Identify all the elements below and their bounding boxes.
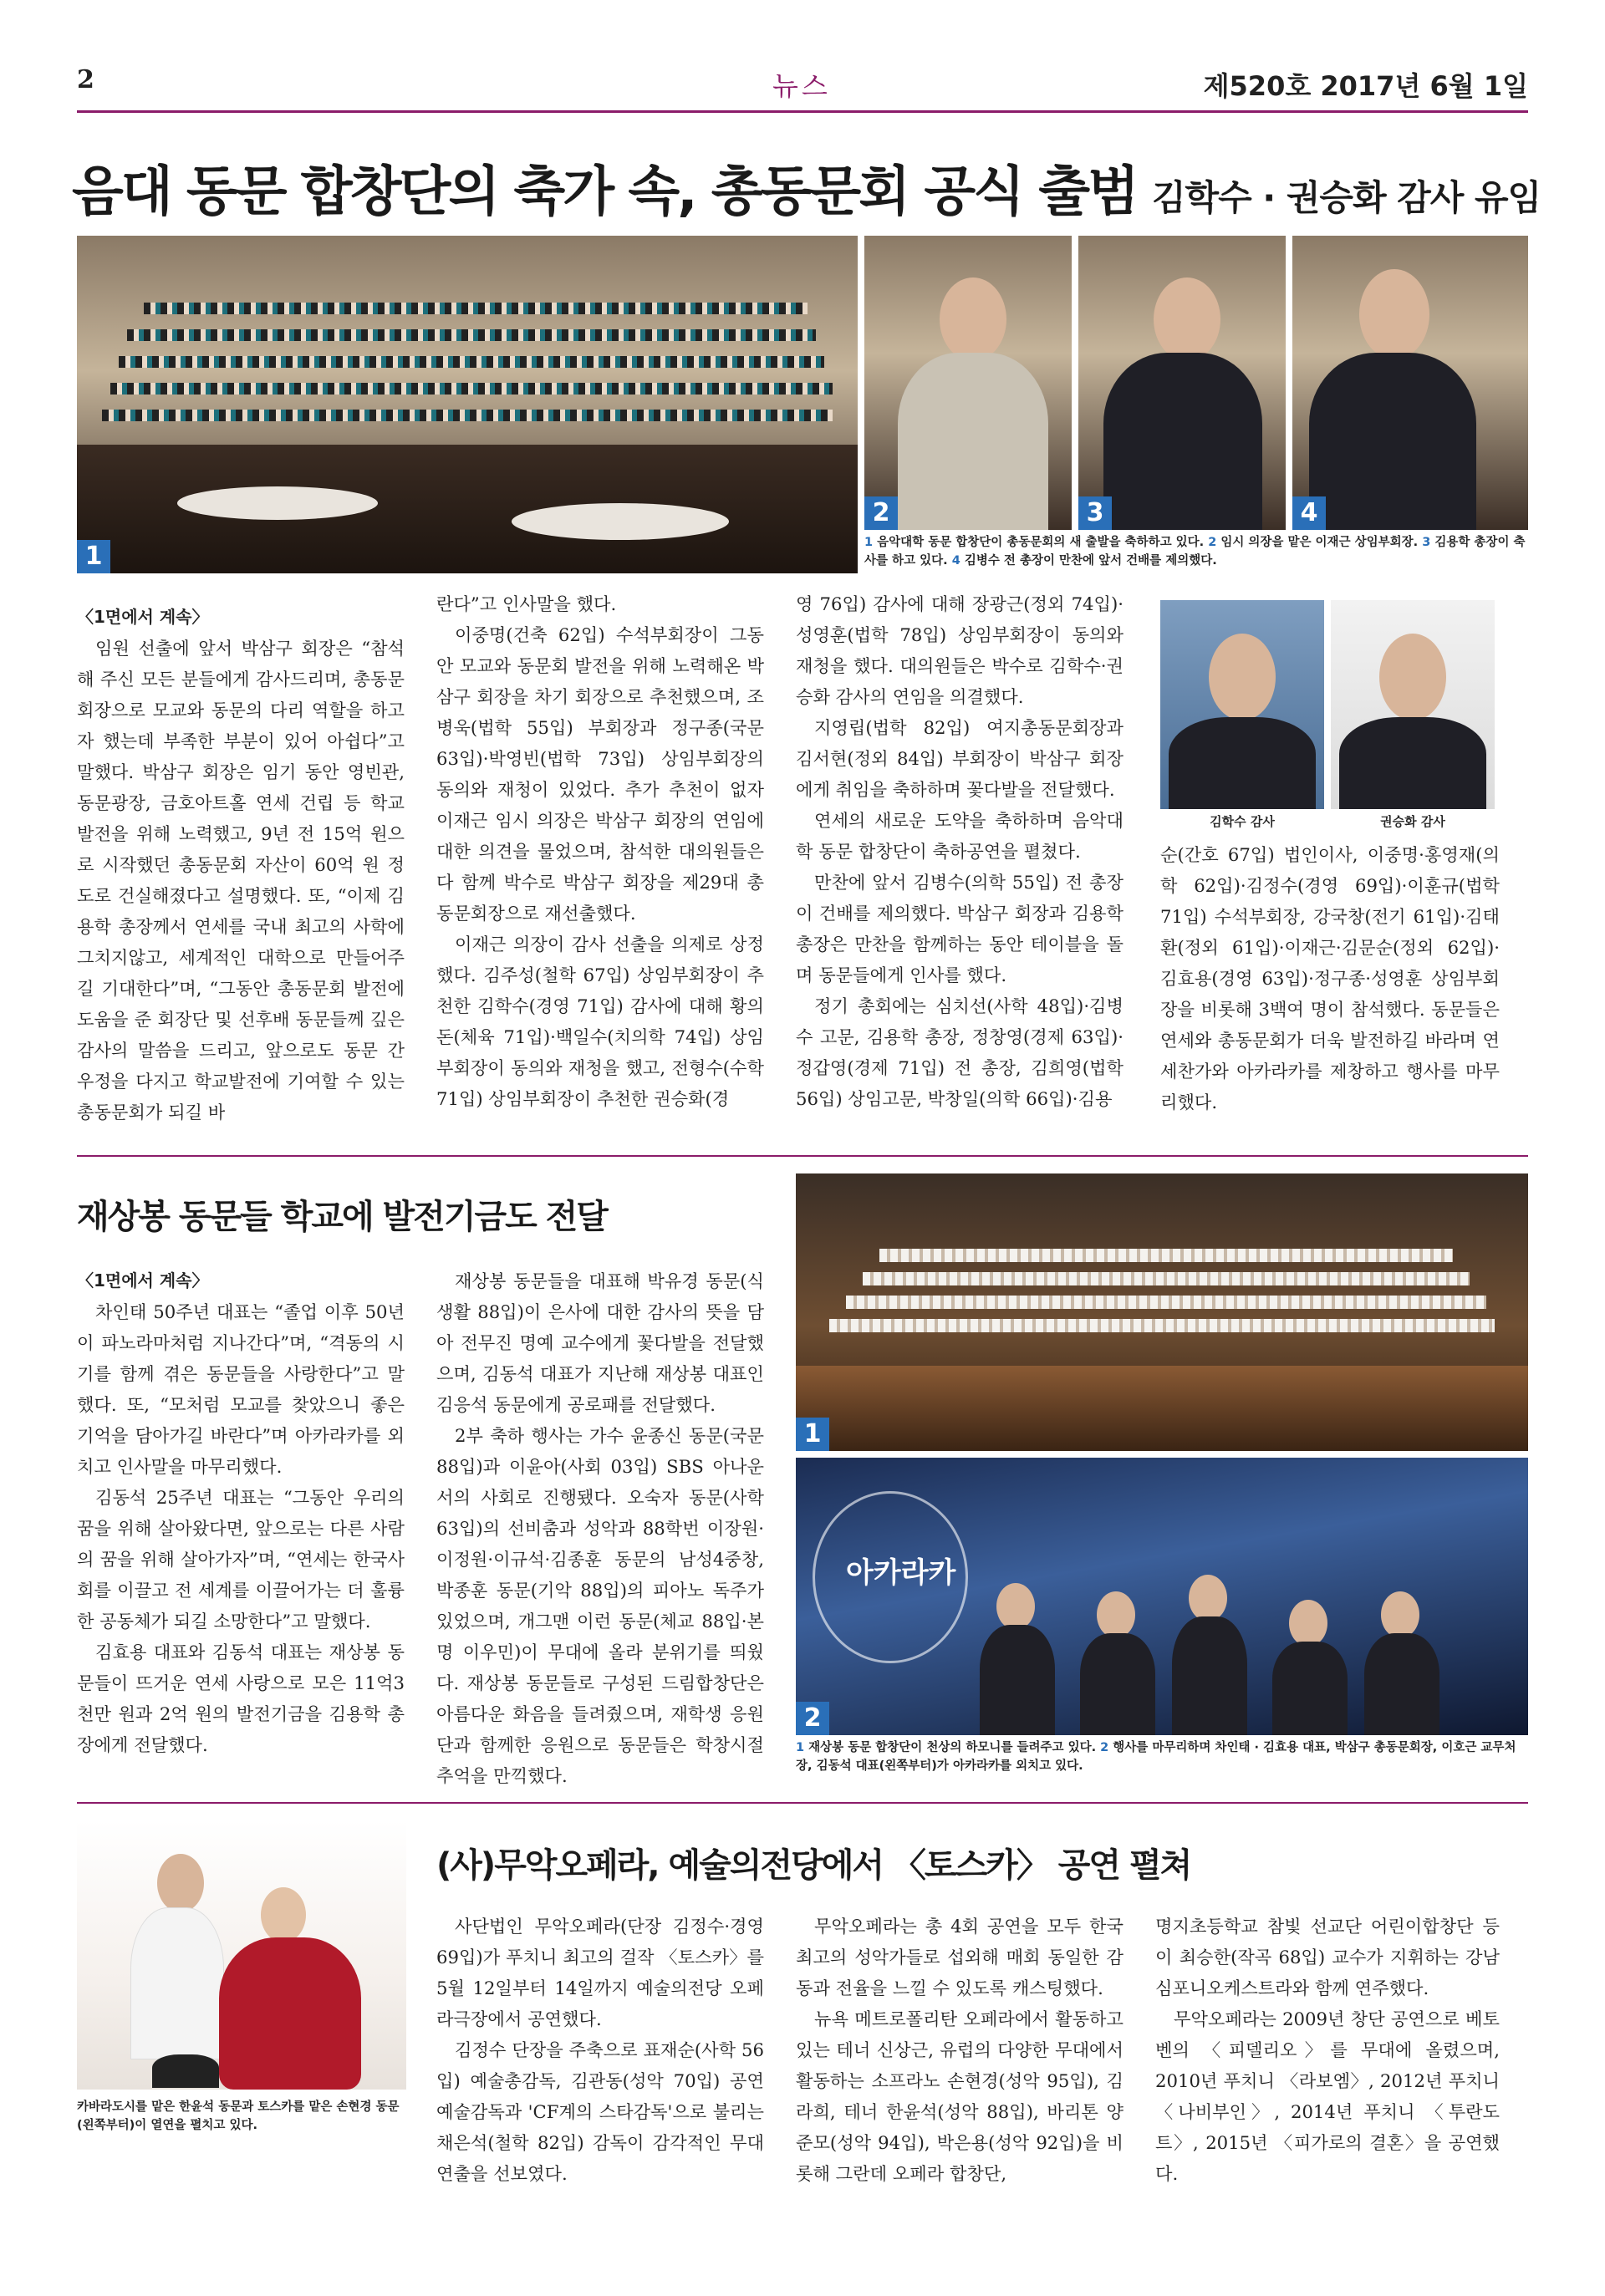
article3-column-3	[1155, 1911, 1500, 2189]
section-divider-1	[77, 1155, 1528, 1157]
paragraph: 임원 선출에 앞서 박삼구 회장은 “참석해 주신 모든 분들에게 감사드리며, 총동문회장으로 모교와 동문의 다리 역할을 하고자 했는데 부족한 부분이 있어 아쉽다”고 말했다. 박삼구 회장은 임기 동안 영빈관, 동문광장, 금호아트홀 연세 건립 등 학교 발전을 위해 노력했고, 9년 전 15억 원으로 시작했던 총동문회 자산이 60억 원 정도로 건실해졌다고 설명했다. 또, “이제 김용학 총장께서 연세를 국내 최고의 사학에 그치지않고, 세계적인 대학으로 만들어주길 기대한다”며, “그동안 총동문회 발전에 도움을 준 회장단 및 선후배 동문들께 깊은 감사의 말씀을 드리고, 앞으로도 동문 간 우정을 다지고 학교발전에 기여할 수 있는 총동문회가 되길 바	[77, 638, 405, 1123]
issue-date: 제520호 2017년 6월 1일	[1203, 70, 1528, 102]
article3-title: (사)무악오페라, 예술의전당에서 〈토스카〉 공연 펼쳐	[436, 1846, 1191, 1885]
paragraph: 이중명(건축 62입) 수석부회장이 그동안 모교와 동문회 발전을 위해 노력해온 박삼구 회장을 차기 회장으로 추천했으며, 조병욱(법학 55입) 부회장과 정구종(국문 63입)·박영빈(법학 73입) 상임부회장의 동의와 재청이 있었다. 추가 추천이 없자 이재근 임시 의장은 박삼구 회장의 연임에 대한 의견을 물었으며, 참석한 대의원들은 다 함께 박수로 박삼구 회장을 제29대 총동문회장으로 재선출했다.	[436, 624, 764, 924]
paragraph: 지영립(법학 82입) 여지총동문회장과 김서현(정외 84입) 부회장이 박삼구 회장에게 취임을 축하하며 꽃다발을 전달했다.	[796, 717, 1124, 800]
article2-column-2	[436, 1265, 764, 1791]
article1-column-4	[1160, 839, 1500, 1117]
article1-headline	[72, 149, 1541, 226]
paragraph: 명지초등학교 참빛 선교단 어린이합창단 등이 최승한(작곡 68입) 교수가 지휘하는 강남심포니오케스트라와 함께 연주했다.	[1155, 1916, 1500, 1998]
paragraph: 김효용 대표와 김동석 대표는 재상봉 동문들이 뜨거운 연세 사랑으로 모은 11억3천만 원과 2억 원의 발전기금을 김용학 총장에게 전달했다.	[77, 1642, 405, 1755]
photo-number: 2	[864, 496, 898, 530]
paragraph: 무악오페라는 총 4회 공연을 모두 한국 최고의 성악가들로 섭외해 매회 동일한 감동과 전율을 느낄 수 있도록 캐스팅했다.	[796, 1916, 1124, 1998]
photo-reunion-choir	[796, 1173, 1528, 1451]
article1-subtitle: 김학수 · 권승화 감사 유임	[1151, 177, 1541, 218]
paragraph: 이재근 의장이 감사 선출을 의제로 상정했다. 김주성(철학 67입) 상임부회장이 추천한 김학수(경영 71입) 감사에 대해 황의돈(체육 71입)·백일수(치의학 74입) 상임부회장이 동의와 재청을 했고, 전형수(수학 71입) 상임부회장이 추천한 권승화(경	[436, 934, 764, 1109]
photo-speaker-4	[1292, 236, 1528, 530]
paragraph: 2부 축하 행사는 가수 윤종신 동문(국문 88입)과 이윤아(사회 03입) SBS 아나운서의 사회로 진행됐다. 오숙자 동문(사학 63입)의 선비춤과 성악과 88학번 이장원·이정원·이규석·김종훈 동문의 남성4중창, 박종훈 동문(기악 88입)의 피아노 독주가 있었으며, 개그맨 이런 동문(체교 88입·본명 이우민)이 무대에 올라 분위기를 띄웠다. 재상봉 동문들로 구성된 드림합창단은 아름다운 화음을 들려줬으며, 재학생 응원단과 함께한 응원으로 동문들은 학창시절 추억을 만끽했다.	[436, 1425, 764, 1786]
photo-number: 1	[796, 1418, 829, 1451]
article1-caption: 1 음악대학 동문 합창단이 총동문회의 새 출발을 축하하고 있다. 2 임시 의장을 맡은 이재근 상임부회장. 3 김용학 총장이 축사를 하고 있다. 4 김병수 전 총장이 만찬에 앞서 건배를 제의했다.	[864, 536, 1526, 568]
section-divider-2	[77, 1802, 1528, 1804]
article1-column-3	[796, 588, 1124, 1114]
paragraph: 사단법인 무악오페라(단장 김정수·경영 69입)가 푸치니 최고의 걸작 〈토스카〉를 5월 12일부터 14일까지 예술의전당 오페라극장에서 공연했다.	[436, 1916, 764, 2029]
section-label: 뉴스	[772, 70, 831, 102]
paragraph: 차인태 50주년 대표는 “졸업 이후 50년이 파노라마처럼 지나간다”며, “격동의 시기를 함께 겪은 동문들을 사랑한다”고 말했다. 또, “모처럼 모교를 찾았으니 좋은 기억을 담아가길 바란다”며 아카라카를 외치고 인사말을 마무리했다.	[77, 1301, 405, 1477]
portrait-kwon-seunghwa	[1331, 600, 1495, 809]
paragraph: 김정수 단장을 주축으로 표재순(사학 56입) 예술총감독, 김관동(성악 70입) 공연예술감독과 'CF계의 스타감독'으로 불리는 채은석(철학 82입) 감독이 감각적인 무대 연출을 선보였다.	[436, 2039, 764, 2184]
article1-column-2	[436, 588, 764, 1114]
paragraph: 만찬에 앞서 김병수(의학 55입) 전 총장이 건배를 제의했다. 박삼구 회장과 김용학 총장은 만찬을 함께하는 동안 테이블을 돌며 동문들에게 인사를 했다.	[796, 872, 1124, 985]
article3-photo-caption: 카바라도시를 맡은 한윤석 동문과 토스카를 맡은 손현경 동문(왼쪽부터)이 열연을 펼치고 있다.	[77, 2100, 400, 2132]
article2-title: 재상봉 동문들 학교에 발전기금도 전달	[77, 1198, 607, 1236]
article3-column-1	[436, 1911, 764, 2189]
photo-number: 3	[1078, 496, 1112, 530]
photo-speaker-3	[1078, 236, 1286, 530]
paragraph: 란다”고 인사말을 했다.	[436, 593, 617, 614]
portrait-kim-haksu	[1160, 600, 1324, 809]
paragraph: 정기 총회에는 심치선(사학 48입)·김병수 고문, 김용학 총장, 정창영(경제 63입)·정갑영(경제 71입) 전 총장, 김희영(법학 56입) 상임고문, 박창일(의학 66입)·김용	[796, 995, 1124, 1109]
paragraph: 순(간호 67입) 법인이사, 이중명·홍영재(의학 62입)·김정수(경영 69입)·이훈규(법학 71입) 수석부회장, 강국창(전기 61입)·김태환(정외 61입)·이재근·김문순(정외 62입)·김효용(경영 63입)·정구종·성영훈 상임부회장을 비롯해 3백여 명이 참석했다. 동문들은 연세와 총동문회가 더욱 발전하길 바라며 연세찬가와 아카라카를 제창하고 행사를 마무리했다.	[1160, 844, 1500, 1112]
continued-label: 〈1면에서 계속〉	[77, 1270, 209, 1291]
paragraph: 연세의 새로운 도약을 축하하며 음악대학 동문 합창단이 축하공연을 펼쳤다.	[796, 810, 1124, 862]
photo-choir-banquet	[77, 236, 858, 573]
photo-number: 4	[1292, 496, 1326, 530]
paragraph: 재상봉 동문들을 대표해 박유경 동문(식생활 88입)이 은사에 대한 감사의 뜻을 담아 전무진 명예 교수에게 꽃다발을 전달했으며, 김동석 대표가 지난해 재상봉 대표인 김응석 동문에게 공로패를 전달했다.	[436, 1270, 764, 1415]
page-number: 2	[77, 65, 94, 94]
banner-text: 아카라카	[846, 1556, 956, 1590]
article2-caption: 1 재상봉 동문 합창단이 천상의 하모니를 들려주고 있다. 2 행사를 마무리하며 차인태 · 김효용 대표, 박삼구 총동문회장, 이호근 교무처장, 김동석 대표(왼쪽부터)가 아카라카를 외치고 있다.	[796, 1741, 1516, 1773]
article1-column-1	[77, 602, 405, 1128]
paragraph: 무악오페라는 2009년 창단 공연으로 베토벤의 〈피델리오〉를 무대에 올렸으며, 2010년 푸치니 〈라보엠〉, 2012년 푸치니 〈나비부인〉, 2014년 푸치니 〈투란도트〉, 2015년 〈피가로의 결혼〉을 공연했다.	[1155, 2008, 1500, 2184]
photo-tosca-performance	[77, 1820, 406, 2090]
photo-number: 1	[77, 540, 110, 573]
article2-column-1	[77, 1265, 405, 1760]
header-rule	[77, 110, 1528, 113]
portrait-label-left: 김학수 감사	[1210, 814, 1275, 829]
paragraph: 김동석 25주년 대표는 “그동안 우리의 꿈을 위해 살아왔다면, 앞으로는 다른 사람의 꿈을 위해 살아가자”며, “연세는 한국사회를 이끌고 전 세계를 이끌어가는 더 훌륭한 공동체가 되길 소망한다”고 말했다.	[77, 1487, 405, 1632]
paragraph: 뉴욕 메트로폴리탄 오페라에서 활동하고 있는 테너 신상근, 유럽의 다양한 무대에서 활동하는 소프라노 손현경(성악 95입), 김라희, 테너 한윤석(성악 88입), 바리톤 양준모(성악 94입), 박은용(성악 92입)을 비롯해 그란데 오페라 합창단,	[796, 2008, 1124, 2184]
paragraph: 영 76입) 감사에 대해 장광근(정외 74입)·성영훈(법학 78입) 상임부회장이 동의와 재청을 했다. 대의원들은 박수로 김학수·권승화 감사의 연임을 의결했다.	[796, 593, 1124, 707]
continued-label: 〈1면에서 계속〉	[77, 607, 209, 627]
photo-akaraka-cheer	[796, 1458, 1528, 1735]
portrait-label-right: 권승화 감사	[1380, 814, 1445, 829]
article3-column-2	[796, 1911, 1124, 2189]
photo-speaker-2	[864, 236, 1072, 530]
article1-title: 음대 동문 합창단의 축가 속, 총동문회 공식 출범	[72, 161, 1137, 223]
photo-number: 2	[796, 1702, 829, 1735]
